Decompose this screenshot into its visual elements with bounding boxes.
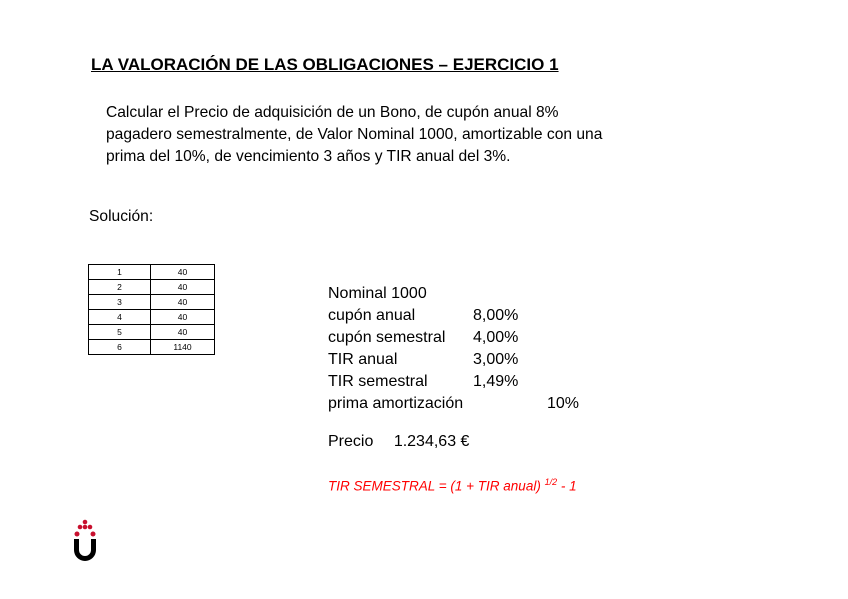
period-cell: 3 — [89, 295, 151, 310]
parameter-value: 3,00% — [473, 351, 519, 368]
price-label: Precio — [328, 433, 374, 450]
table-row — [89, 295, 215, 310]
parameter-row — [328, 393, 580, 415]
amount-cell: 40 — [151, 295, 215, 310]
formula-text: TIR SEMESTRAL = (1 + TIR anual) — [328, 478, 545, 494]
parameter-label: Nominal 1000 — [328, 285, 427, 302]
parameter-label: cupón anual — [328, 307, 416, 324]
parameter-value: 8,00% — [473, 307, 519, 324]
table-row — [89, 265, 215, 280]
table-row — [89, 340, 215, 355]
price-value: 1.234,63 € — [393, 433, 470, 450]
amount-cell: 40 — [151, 280, 215, 295]
period-cell: 5 — [89, 325, 151, 340]
amount-cell: 1140 — [151, 340, 215, 355]
statement-line: Calcular el Precio de adquisición de un Bono, de cupón anual 8% — [106, 104, 559, 121]
parameter-label: TIR anual — [328, 351, 398, 368]
cash-flow-table — [88, 264, 215, 355]
parameter-row — [328, 349, 519, 371]
table-row — [89, 325, 215, 340]
period-cell: 6 — [89, 340, 151, 355]
period-cell: 1 — [89, 265, 151, 280]
problem-statement — [106, 102, 602, 168]
parameter-label: prima amortización — [328, 395, 464, 412]
parameter-value: 4,00% — [473, 329, 519, 346]
solution-label: Solución: — [89, 208, 154, 225]
tir-formula — [328, 477, 577, 494]
amount-cell: 40 — [151, 310, 215, 325]
parameter-value: 10% — [547, 395, 580, 412]
price-result — [328, 433, 469, 451]
statement-line: pagadero semestralmente, de Valor Nominal 1000, amortizable con una — [106, 126, 603, 143]
table-row — [89, 280, 215, 295]
bond-parameters — [328, 283, 580, 415]
university-logo-icon — [72, 519, 98, 561]
amount-cell: 40 — [151, 325, 215, 340]
parameter-label: TIR semestral — [328, 373, 428, 390]
period-cell: 4 — [89, 310, 151, 325]
parameter-label: cupón semestral — [328, 329, 446, 346]
parameter-row — [328, 283, 463, 305]
formula-exponent: 1/2 — [544, 477, 558, 487]
parameter-row — [328, 327, 519, 349]
formula-suffix: - 1 — [557, 478, 577, 494]
table-row — [89, 310, 215, 325]
amount-cell: 40 — [151, 265, 215, 280]
parameter-row — [328, 305, 519, 327]
period-cell: 2 — [89, 280, 151, 295]
statement-line: prima del 10%, de vencimiento 3 años y TIR anual del 3%. — [106, 148, 511, 165]
parameter-value: 1,49% — [473, 373, 519, 390]
parameter-row — [328, 371, 519, 393]
page-title: LA VALORACIÓN DE LAS OBLIGACIONES – EJERCICIO 1 — [91, 55, 559, 74]
